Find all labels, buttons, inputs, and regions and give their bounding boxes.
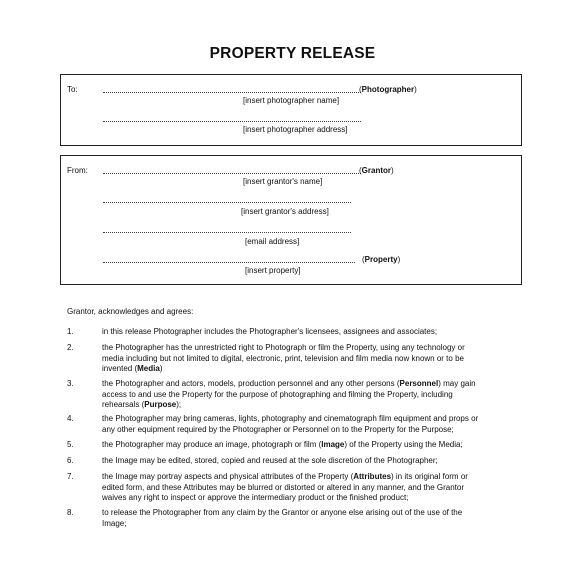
photographer-name-line[interactable] [103,92,361,93]
from-label: From: [67,166,88,175]
document-title: PROPERTY RELEASE [209,45,376,62]
grantor-address-hint: [insert grantor's address] [241,207,329,216]
email-hint: [email address] [245,237,300,246]
property-release-page: PROPERTY RELEASE To: (Photographer) [insert photographer name] [insert photographer address] From: (Grantor) [insert grantor's name] [insert grantor's address] [email address] (Property) [insert property] Grantor, acknowledges and agrees: 1. in this release Photographer includes the Photographer's licensees, assignees and associates; 2. the Photographer has the unrestricted right to Photograph or film the Property, using any technology or media including but not limited to digital, electronic, print, television and film media now known or to be invented (Media) 3. the Photographer and actors, models, production personnel and any other persons (Personnel) may gain access to and use the Property for the purpose of photographing and filming the Property, including rehearsals (Purpose); 4. the Photographer may bring cameras, lights, photography and cinematograph film equipment and props or any other equipment required by the Photographer or Personnel on to the Property for the Purpose; 5. the Photographer may produce an image, photograph or film (Image) of the Property using the Media; 6. the Image may be edited, stored, copied and reused at the sole discretion of the Photographer; 7. the Image may portray aspects and physical attributes of the Property (Attributes) in its original form or edited form, and these Attributes may be blurred or distorted or altered in any manner, and the Grantor waives any right to inspect or approve the intermediary product or the finished product; 8. to release the Photographer from any claim by the Grantor or anyone else arising out of the use of the Image; [0,0,585,570]
photographer-address-hint: [insert photographer address] [243,125,348,134]
to-box [60,74,522,146]
intro-text: Grantor, acknowledges and agrees: [67,307,194,316]
from-box [60,155,522,285]
property-role: (Property) [362,255,401,264]
photographer-address-line[interactable] [103,121,361,122]
email-line[interactable] [103,232,351,233]
grantor-name-line[interactable] [103,173,361,174]
photographer-name-hint: [insert photographer name] [243,96,340,105]
grantor-role: (Grantor) [359,166,394,175]
grantor-name-hint: [insert grantor's name] [243,177,323,186]
property-line[interactable] [103,262,355,263]
grantor-address-line[interactable] [103,202,351,203]
property-hint: [insert property] [245,266,301,275]
to-label: To: [67,85,78,94]
photographer-role: (Photographer) [359,85,417,94]
